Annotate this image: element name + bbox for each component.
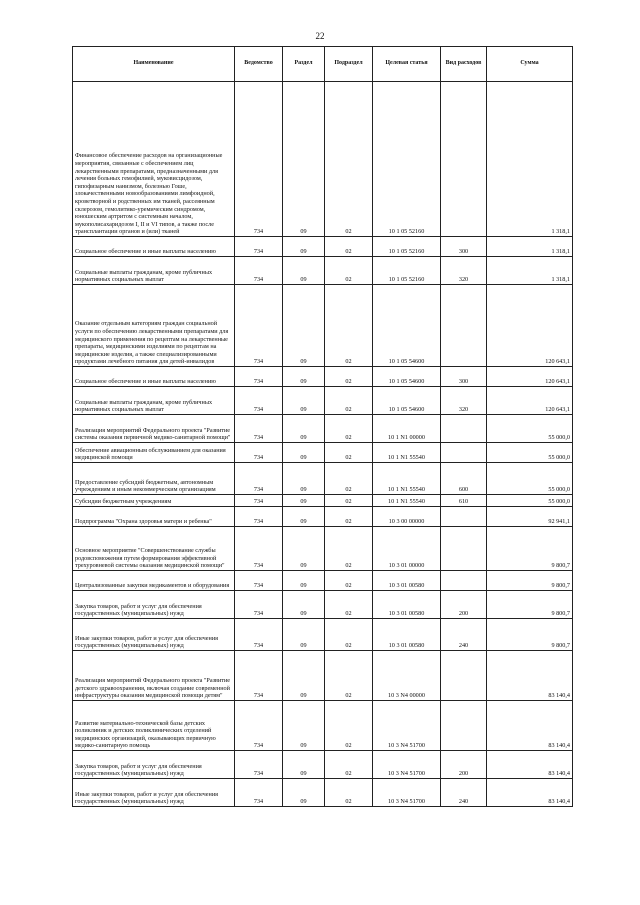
row-amount: 55 000,0 xyxy=(487,415,573,443)
row-subsection: 02 xyxy=(325,779,373,807)
row-amount: 9 800,7 xyxy=(487,591,573,619)
header-amount: Сумма xyxy=(487,47,573,82)
row-amount: 92 941,1 xyxy=(487,507,573,527)
row-subsection: 02 xyxy=(325,82,373,237)
row-expense-type: 240 xyxy=(441,619,487,651)
row-amount: 120 643,1 xyxy=(487,285,573,367)
row-section: 09 xyxy=(283,387,325,415)
row-amount: 9 800,7 xyxy=(487,619,573,651)
row-subsection: 02 xyxy=(325,571,373,591)
row-amount: 55 000,0 xyxy=(487,463,573,495)
row-subsection: 02 xyxy=(325,237,373,257)
row-name: Оказание отдельным категориям граждан социальной услуги по обеспечению лекарственными препаратами для медицинского применения по рецептам на лекарственные препараты, медицинскими изделиями по рецептам на медицинские изделия, а также специализированными продуктами лечебного питания для детей-инвалидов xyxy=(73,285,235,367)
table-row xyxy=(73,495,573,507)
row-article: 10 1 05 54600 xyxy=(373,285,441,367)
row-expense-type xyxy=(441,415,487,443)
row-subsection: 02 xyxy=(325,463,373,495)
row-department: 734 xyxy=(235,257,283,285)
row-article: 10 1 05 52160 xyxy=(373,82,441,237)
row-article: 10 3 01 00580 xyxy=(373,619,441,651)
table-row xyxy=(73,751,573,779)
table-row xyxy=(73,619,573,651)
row-section: 09 xyxy=(283,651,325,701)
row-name: Обеспечение авиационным обслуживанием для оказания медицинской помощи xyxy=(73,443,235,463)
row-subsection: 02 xyxy=(325,701,373,751)
row-expense-type xyxy=(441,651,487,701)
row-section: 09 xyxy=(283,701,325,751)
row-section: 09 xyxy=(283,285,325,367)
row-expense-type xyxy=(441,82,487,237)
row-subsection: 02 xyxy=(325,651,373,701)
row-subsection: 02 xyxy=(325,527,373,571)
header-department: Ведомство xyxy=(235,47,283,82)
row-expense-type xyxy=(441,285,487,367)
row-section: 09 xyxy=(283,443,325,463)
row-department: 734 xyxy=(235,619,283,651)
row-subsection: 02 xyxy=(325,367,373,387)
row-amount: 120 643,1 xyxy=(487,387,573,415)
row-name: Социальные выплаты гражданам, кроме публичных нормативных социальных выплат xyxy=(73,257,235,285)
budget-table xyxy=(72,46,573,807)
table-row xyxy=(73,571,573,591)
row-amount: 9 800,7 xyxy=(487,527,573,571)
row-expense-type: 200 xyxy=(441,591,487,619)
row-department: 734 xyxy=(235,415,283,443)
row-article: 10 3 01 00580 xyxy=(373,591,441,619)
row-department: 734 xyxy=(235,237,283,257)
table-row xyxy=(73,82,573,237)
row-expense-type: 300 xyxy=(441,237,487,257)
row-department: 734 xyxy=(235,701,283,751)
row-amount: 120 643,1 xyxy=(487,367,573,387)
row-subsection: 02 xyxy=(325,495,373,507)
row-department: 734 xyxy=(235,367,283,387)
row-section: 09 xyxy=(283,527,325,571)
row-article: 10 1 05 54600 xyxy=(373,367,441,387)
row-section: 09 xyxy=(283,619,325,651)
row-expense-type: 610 xyxy=(441,495,487,507)
row-department: 734 xyxy=(235,571,283,591)
table-row xyxy=(73,387,573,415)
row-section: 09 xyxy=(283,415,325,443)
table-row xyxy=(73,367,573,387)
row-department: 734 xyxy=(235,507,283,527)
row-amount: 1 318,1 xyxy=(487,257,573,285)
row-expense-type: 300 xyxy=(441,367,487,387)
row-department: 734 xyxy=(235,751,283,779)
row-name: Подпрограмма "Охрана здоровья матери и ребенка" xyxy=(73,507,235,527)
table-row xyxy=(73,463,573,495)
row-amount: 83 140,4 xyxy=(487,751,573,779)
row-name: Закупка товаров, работ и услуг для обеспечения государственных (муниципальных) нужд xyxy=(73,751,235,779)
table-row xyxy=(73,527,573,571)
row-name: Иные закупки товаров, работ и услуг для обеспечения государственных (муниципальных) нужд xyxy=(73,779,235,807)
row-subsection: 02 xyxy=(325,507,373,527)
row-department: 734 xyxy=(235,82,283,237)
row-department: 734 xyxy=(235,495,283,507)
row-expense-type: 320 xyxy=(441,387,487,415)
row-article: 10 1 05 54600 xyxy=(373,387,441,415)
row-name: Иные закупки товаров, работ и услуг для обеспечения государственных (муниципальных) нужд xyxy=(73,619,235,651)
row-amount: 55 000,0 xyxy=(487,443,573,463)
row-article: 10 3 N4 00000 xyxy=(373,651,441,701)
row-article: 10 1 N1 00000 xyxy=(373,415,441,443)
row-section: 09 xyxy=(283,591,325,619)
table-row xyxy=(73,591,573,619)
row-section: 09 xyxy=(283,82,325,237)
header-name: Наименование xyxy=(73,47,235,82)
row-article: 10 3 01 00000 xyxy=(373,527,441,571)
row-name: Социальное обеспечение и иные выплаты населению xyxy=(73,237,235,257)
table-row xyxy=(73,257,573,285)
row-name: Предоставление субсидий бюджетным, автономным учреждениям и иным некоммерческим организациям xyxy=(73,463,235,495)
row-name: Субсидии бюджетным учреждениям xyxy=(73,495,235,507)
row-expense-type: 200 xyxy=(441,751,487,779)
row-subsection: 02 xyxy=(325,257,373,285)
table-row xyxy=(73,415,573,443)
row-department: 734 xyxy=(235,387,283,415)
row-article: 10 3 N4 51700 xyxy=(373,701,441,751)
row-expense-type: 320 xyxy=(441,257,487,285)
row-article: 10 1 05 52160 xyxy=(373,237,441,257)
row-section: 09 xyxy=(283,779,325,807)
row-name: Закупка товаров, работ и услуг для обеспечения государственных (муниципальных) нужд xyxy=(73,591,235,619)
row-expense-type: 240 xyxy=(441,779,487,807)
row-section: 09 xyxy=(283,463,325,495)
table-row xyxy=(73,651,573,701)
row-amount: 1 318,1 xyxy=(487,237,573,257)
row-name: Централизованные закупки медикаментов и оборудования xyxy=(73,571,235,591)
row-subsection: 02 xyxy=(325,443,373,463)
row-section: 09 xyxy=(283,507,325,527)
row-article: 10 3 N4 51700 xyxy=(373,751,441,779)
row-amount: 9 800,7 xyxy=(487,571,573,591)
row-department: 734 xyxy=(235,591,283,619)
row-amount: 83 140,4 xyxy=(487,701,573,751)
row-name: Социальное обеспечение и иные выплаты населению xyxy=(73,367,235,387)
row-name: Реализация мероприятий Федерального проекта "Развитие системы оказания первичной медико-санитарной помощи" xyxy=(73,415,235,443)
row-section: 09 xyxy=(283,495,325,507)
row-section: 09 xyxy=(283,257,325,285)
row-expense-type xyxy=(441,571,487,591)
table-row xyxy=(73,701,573,751)
header-section: Раздел xyxy=(283,47,325,82)
row-amount: 83 140,4 xyxy=(487,779,573,807)
row-subsection: 02 xyxy=(325,751,373,779)
row-expense-type: 600 xyxy=(441,463,487,495)
row-name: Финансовое обеспечение расходов на организационные мероприятия, связанные с обеспечением лиц лекарственными препаратами, предназначенными для лечения больных гемофилией, муковисцидозом, гипофизарным нанизмом, болезнью Гоше, злокачественными новообразованиями лимфоидной, кроветворной и родственных им тканей, рассеянным склерозом, гемолитико-уремическим синдромом, юношеским артритом с системным началом, мукополисахаридозом I, II и VI типов, а также после трансплантации органов и (или) тканей xyxy=(73,82,235,237)
row-expense-type xyxy=(441,443,487,463)
row-amount: 55 000,0 xyxy=(487,495,573,507)
row-subsection: 02 xyxy=(325,591,373,619)
row-article: 10 3 00 00000 xyxy=(373,507,441,527)
row-department: 734 xyxy=(235,651,283,701)
row-article: 10 3 N4 51700 xyxy=(373,779,441,807)
row-amount: 1 318,1 xyxy=(487,82,573,237)
row-article: 10 1 05 52160 xyxy=(373,257,441,285)
row-name: Развитие материально-технической базы детских поликлиник и детских поликлинических отделений медицинских организаций, оказывающих первичную медико-санитарную помощь xyxy=(73,701,235,751)
row-expense-type xyxy=(441,527,487,571)
row-subsection: 02 xyxy=(325,619,373,651)
row-department: 734 xyxy=(235,443,283,463)
row-section: 09 xyxy=(283,237,325,257)
table-row xyxy=(73,443,573,463)
row-name: Основное мероприятие "Совершенствование службы родовспоможения путем формирования эффективной трехуровневой системы оказания медицинской помощи" xyxy=(73,527,235,571)
row-amount: 83 140,4 xyxy=(487,651,573,701)
row-article: 10 1 N1 55540 xyxy=(373,463,441,495)
row-article: 10 1 N1 55540 xyxy=(373,443,441,463)
row-name: Социальные выплаты гражданам, кроме публичных нормативных социальных выплат xyxy=(73,387,235,415)
header-subsection: Подраздел xyxy=(325,47,373,82)
table-header-row xyxy=(73,47,573,82)
table-row xyxy=(73,237,573,257)
row-section: 09 xyxy=(283,367,325,387)
row-section: 09 xyxy=(283,571,325,591)
row-name: Реализация мероприятий Федерального проекта "Развитие детского здравоохранения, включая создание современной инфраструктуры оказания медицинской помощи детям" xyxy=(73,651,235,701)
row-department: 734 xyxy=(235,527,283,571)
table-row xyxy=(73,507,573,527)
table-row xyxy=(73,779,573,807)
row-department: 734 xyxy=(235,779,283,807)
header-expense-type: Вид расходов xyxy=(441,47,487,82)
row-expense-type xyxy=(441,507,487,527)
row-department: 734 xyxy=(235,463,283,495)
row-subsection: 02 xyxy=(325,387,373,415)
row-section: 09 xyxy=(283,751,325,779)
row-subsection: 02 xyxy=(325,415,373,443)
page-number: 22 xyxy=(315,31,325,41)
table-row xyxy=(73,285,573,367)
row-article: 10 1 N1 55540 xyxy=(373,495,441,507)
header-article: Целевая статья xyxy=(373,47,441,82)
row-article: 10 3 01 00580 xyxy=(373,571,441,591)
row-department: 734 xyxy=(235,285,283,367)
row-expense-type xyxy=(441,701,487,751)
row-subsection: 02 xyxy=(325,285,373,367)
